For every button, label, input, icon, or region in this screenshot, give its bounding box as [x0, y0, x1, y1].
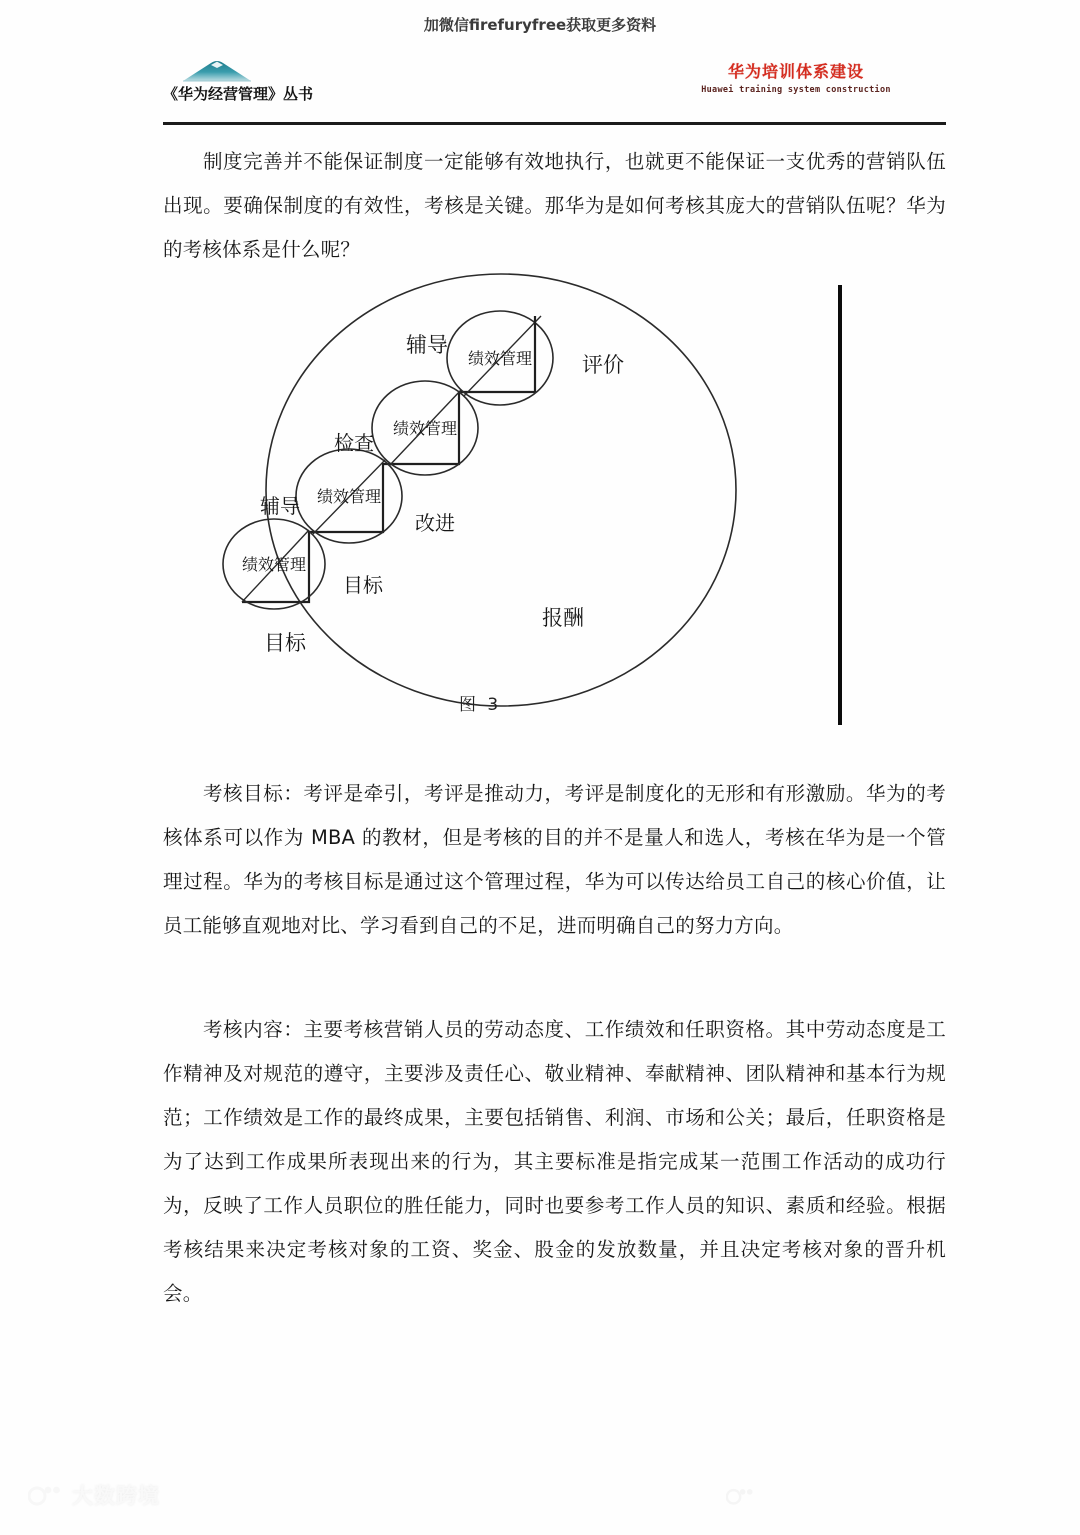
step-2-label: 绩效管理	[316, 487, 382, 506]
book-series-label: 《华为经营管理》丛书	[163, 85, 314, 103]
header-divider	[163, 122, 946, 125]
label-outer-bottom-right: 报酬	[542, 606, 584, 630]
figure-caption: 图 3	[459, 695, 502, 715]
bottom-left-watermark-text: 大数跨境	[72, 1484, 160, 1508]
paw-logo-icon	[28, 1483, 64, 1507]
step-2-group	[296, 449, 402, 543]
performance-management-diagram	[163, 272, 946, 742]
bottom-left-watermark	[28, 1480, 160, 1510]
paw-logo-icon	[726, 1486, 756, 1506]
page-header	[163, 60, 946, 122]
step-3-group	[372, 381, 478, 475]
label-target-inner: 目标	[343, 573, 383, 597]
paragraph-assessment-goal: 考核目标：考评是牵引，考评是推动力，考评是制度化的无形和有形激励。华为的考核体系可以作为 MBA 的教材，但是考核的目的并不是量人和选人，考核在华为是一个管理过程。华为的考核目标是通过这个管理过程，华为可以传达给员工自己的核心价值，让员工能够直观地对比、学习看到自己的不足，进而明确自己的努力方向。	[163, 782, 946, 937]
figure-3	[163, 272, 946, 742]
promo-watermark-text: 加微信firefuryfree获取更多资料	[423, 16, 657, 34]
step-4-group	[447, 311, 553, 405]
label-improve: 改进	[415, 511, 455, 535]
training-title-en: Huawei training system construction	[701, 85, 891, 95]
label-coach-inner: 辅导	[260, 494, 300, 518]
paragraph-assessment-content: 考核内容：主要考核营销人员的劳动态度、工作绩效和任职资格。其中劳动态度是工作精神及对规范的遵守，主要涉及责任心、敬业精神、奉献精神、团队精神和基本行为规范；工作绩效是工作的最终成果，主要包括销售、利润、市场和公关；最后，任职资格是为了达到工作成果所表现出来的行为，其主要标准是指完成某一范围工作活动的成功行为，反映了工作人员职位的胜任能力，同时也要参考工作人员的知识、素质和经验。根据考核结果来决定考核对象的工资、奖金、股金的发放数量，并且决定考核对象的晋升机会。	[163, 1018, 946, 1305]
label-outer-top: 辅导	[406, 333, 448, 357]
paragraph-intro: 制度完善并不能保证制度一定能够有效地执行，也就更不能保证一支优秀的营销队伍出现。要确保制度的有效性，考核是关键。那华为是如何考核其庞大的营销队伍呢？华为的考核体系是什么呢？	[163, 150, 946, 261]
header-left-block	[163, 60, 463, 104]
header-right-block	[646, 62, 946, 95]
label-outer-bottom-left: 目标	[264, 631, 306, 655]
label-check: 检查	[334, 431, 374, 455]
training-title-cn: 华为培训体系建设	[727, 62, 864, 81]
step-3-label: 绩效管理	[392, 419, 458, 438]
bottom-mid-watermark	[726, 1486, 756, 1511]
step-1-label: 绩效管理	[241, 555, 307, 574]
step-4-label: 绩效管理	[467, 349, 533, 368]
mountain-logo-icon	[181, 60, 253, 82]
label-outer-right: 评价	[582, 353, 624, 377]
